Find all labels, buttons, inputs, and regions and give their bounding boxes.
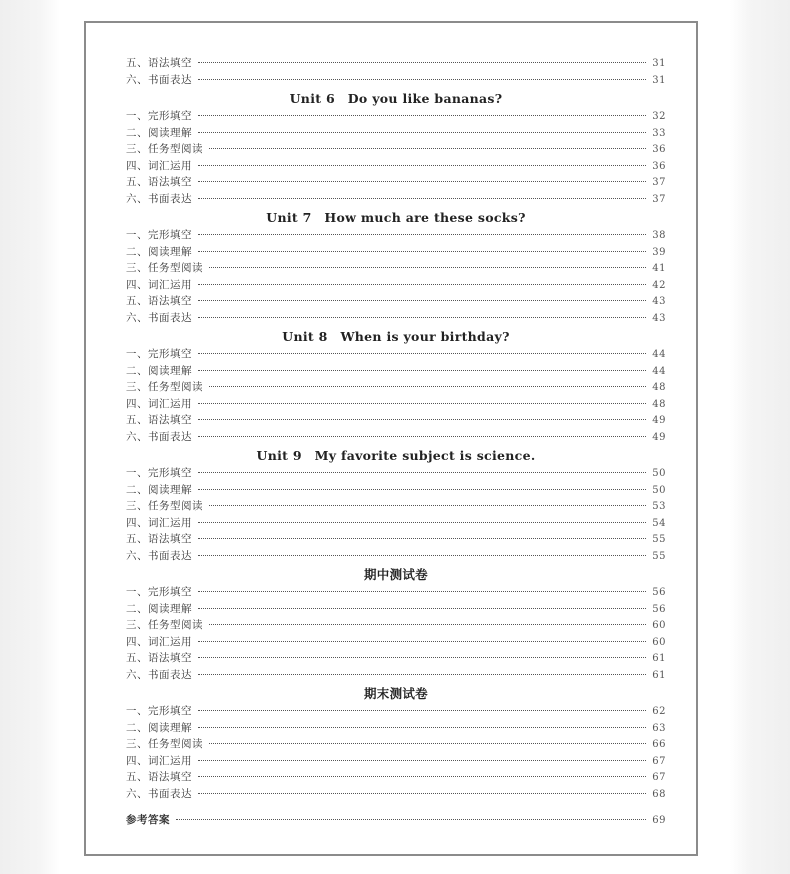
leader-dots (198, 370, 646, 371)
toc-entry-label: 二、阅读理解 (126, 126, 192, 139)
toc-entry-label: 一、完形填空 (126, 348, 192, 360)
toc-entry[interactable] (126, 667, 666, 684)
toc-entry-label: 二、阅读理解 (126, 483, 192, 496)
toc-page-number: 38 (652, 230, 666, 241)
section-title: 期中测试卷 (363, 567, 428, 582)
toc-entry-label: 四、词汇运用 (126, 516, 192, 529)
leader-dots (198, 522, 646, 523)
toc-entry[interactable] (126, 515, 666, 532)
toc-page-number: 31 (652, 58, 666, 69)
leader-dots (198, 181, 646, 182)
toc-entry-label: 三、任务型阅读 (126, 500, 203, 512)
leader-dots (198, 234, 646, 235)
toc-page-number: 66 (652, 739, 666, 750)
toc-page-number: 39 (652, 246, 666, 258)
toc-entry[interactable] (126, 244, 666, 261)
document-page (84, 21, 698, 856)
toc-entry[interactable] (126, 650, 666, 667)
toc-entry-label: 三、任务型阅读 (126, 381, 203, 393)
toc-page-number: 49 (652, 431, 666, 443)
toc-entry[interactable] (126, 310, 666, 327)
toc-entry-label: 五、语法填空 (126, 414, 192, 426)
toc-page-number: 61 (652, 653, 666, 664)
leader-dots (198, 403, 646, 404)
toc-entry[interactable] (126, 601, 666, 618)
toc-entry[interactable] (126, 72, 666, 89)
toc-page-number: 33 (652, 127, 666, 139)
leader-dots (198, 165, 646, 166)
toc-entry-label: 三、任务型阅读 (126, 143, 203, 155)
leader-dots (209, 743, 646, 744)
toc-page-number: 41 (652, 263, 666, 274)
leader-dots (198, 657, 646, 658)
toc-entry[interactable] (126, 158, 666, 175)
toc-page-number: 54 (652, 517, 666, 529)
toc-entry[interactable] (126, 260, 666, 277)
toc-entry[interactable] (126, 429, 666, 446)
toc-page-number: 44 (652, 349, 666, 360)
leader-dots (198, 760, 646, 761)
toc-page-number: 36 (652, 144, 666, 155)
toc-page-number: 56 (652, 587, 666, 598)
toc-entry-label: 四、词汇运用 (126, 397, 192, 410)
leader-dots (198, 62, 646, 63)
toc-entry[interactable] (126, 379, 666, 396)
toc-entry[interactable] (126, 482, 666, 499)
leader-dots (198, 198, 646, 199)
toc-entry[interactable] (126, 108, 666, 125)
toc-entry[interactable] (126, 412, 666, 429)
toc-entry-label: 三、任务型阅读 (126, 738, 203, 750)
leader-dots (198, 555, 646, 556)
toc-page-number: 60 (652, 620, 666, 631)
toc-page-number: 63 (652, 722, 666, 734)
toc-page-number: 61 (652, 669, 666, 681)
toc-entry[interactable] (126, 191, 666, 208)
leader-dots (198, 591, 646, 592)
section-title: Unit 6 Do you like bananas? (289, 91, 503, 106)
leader-dots (198, 641, 646, 642)
toc-entry-label: 一、完形填空 (126, 229, 192, 241)
toc-entry[interactable] (126, 465, 666, 482)
toc-entry[interactable] (126, 531, 666, 548)
toc-page-number: 50 (652, 484, 666, 496)
toc-entry-label: 二、阅读理解 (126, 721, 192, 734)
toc-entry-label: 五、语法填空 (126, 652, 192, 664)
toc-entry[interactable] (126, 396, 666, 413)
leader-dots (198, 776, 646, 777)
toc-entry-label: 六、书面表达 (126, 549, 192, 562)
leader-dots (198, 608, 646, 609)
toc-entry[interactable] (126, 498, 666, 515)
leader-dots (198, 353, 646, 354)
leader-dots (209, 267, 646, 268)
toc-entry-label: 二、阅读理解 (126, 364, 192, 377)
leader-dots (198, 132, 646, 133)
toc-entry[interactable] (126, 753, 666, 770)
toc-page-number: 37 (652, 177, 666, 188)
toc-page-number: 67 (652, 755, 666, 767)
toc-entry[interactable] (126, 174, 666, 191)
toc-entry-label: 六、书面表达 (126, 430, 192, 443)
toc-page-number: 32 (652, 111, 666, 122)
leader-dots (198, 538, 646, 539)
toc-page-number: 31 (652, 74, 666, 86)
section-title: Unit 7 How much are these socks? (266, 210, 526, 225)
toc-entry[interactable] (126, 293, 666, 310)
table-of-contents (126, 55, 666, 802)
toc-entry-label: 五、语法填空 (126, 771, 192, 783)
toc-page-number: 37 (652, 193, 666, 205)
toc-page-number: 60 (652, 636, 666, 648)
toc-entry[interactable] (126, 736, 666, 753)
toc-entry-label: 四、词汇运用 (126, 159, 192, 172)
toc-entry[interactable] (126, 634, 666, 651)
section-title: Unit 9 My favorite subject is science. (256, 448, 536, 463)
toc-page-number: 43 (652, 296, 666, 307)
answers-section (126, 795, 666, 829)
toc-entry-label: 五、语法填空 (126, 57, 192, 69)
toc-page-number: 36 (652, 160, 666, 172)
toc-entry-label: 六、书面表达 (126, 668, 192, 681)
toc-entry[interactable] (126, 769, 666, 786)
toc-entry-label: 二、阅读理解 (126, 602, 192, 615)
toc-page-number: 48 (652, 398, 666, 410)
toc-entry[interactable] (126, 346, 666, 363)
toc-entry-label: 四、词汇运用 (126, 635, 192, 648)
toc-entry-label: 三、任务型阅读 (126, 619, 203, 631)
toc-entry-label: 一、完形填空 (126, 705, 192, 717)
leader-dots (198, 727, 646, 728)
toc-page-number: 67 (652, 772, 666, 783)
toc-page-number: 55 (652, 534, 666, 545)
toc-entry-label: 一、完形填空 (126, 586, 192, 598)
toc-entry-label: 一、完形填空 (126, 110, 192, 122)
toc-entry-label: 一、完形填空 (126, 467, 192, 479)
leader-dots (209, 624, 646, 625)
answers-entry[interactable] (126, 812, 666, 829)
leader-dots (198, 419, 646, 420)
answers-page-number: 69 (652, 814, 666, 826)
leader-dots (198, 674, 646, 675)
toc-page-number: 68 (652, 788, 666, 800)
leader-dots (198, 436, 646, 437)
toc-entry[interactable] (126, 227, 666, 244)
toc-page-number: 56 (652, 603, 666, 615)
toc-entry-label: 二、阅读理解 (126, 245, 192, 258)
toc-page-number: 50 (652, 468, 666, 479)
toc-entry[interactable] (126, 363, 666, 380)
toc-page-number: 44 (652, 365, 666, 377)
leader-dots (198, 793, 646, 794)
toc-page-number: 62 (652, 706, 666, 717)
toc-page-number: 49 (652, 415, 666, 426)
toc-entry[interactable] (126, 277, 666, 294)
toc-page-number: 53 (652, 501, 666, 512)
section-title: Unit 8 When is your birthday? (282, 329, 510, 344)
toc-page-number: 55 (652, 550, 666, 562)
toc-entry-label: 六、书面表达 (126, 192, 192, 205)
toc-entry-label: 六、书面表达 (126, 73, 192, 86)
leader-dots (198, 489, 646, 490)
leader-dots (209, 148, 646, 149)
leader-dots (198, 710, 646, 711)
toc-page-number: 43 (652, 312, 666, 324)
leader-dots (198, 251, 646, 252)
leader-dots (209, 386, 646, 387)
toc-entry[interactable] (126, 548, 666, 565)
toc-page-number: 42 (652, 279, 666, 291)
section-title: 期末测试卷 (363, 686, 428, 701)
toc-entry-label: 五、语法填空 (126, 295, 192, 307)
toc-entry-label: 五、语法填空 (126, 176, 192, 188)
leader-dots (198, 317, 646, 318)
leader-dots (198, 284, 646, 285)
leader-dots (176, 819, 646, 820)
toc-entry-label: 六、书面表达 (126, 787, 192, 800)
toc-entry[interactable] (126, 720, 666, 737)
toc-entry[interactable] (126, 125, 666, 142)
toc-entry-label: 三、任务型阅读 (126, 262, 203, 274)
leader-dots (198, 472, 646, 473)
toc-entry-label: 四、词汇运用 (126, 754, 192, 767)
leader-dots (209, 505, 646, 506)
answers-label: 参考答案 (126, 813, 170, 826)
toc-entry[interactable] (126, 141, 666, 158)
leader-dots (198, 115, 646, 116)
toc-page-number: 48 (652, 382, 666, 393)
toc-entry-label: 四、词汇运用 (126, 278, 192, 291)
toc-entry-label: 五、语法填空 (126, 533, 192, 545)
leader-dots (198, 300, 646, 301)
leader-dots (198, 79, 646, 80)
toc-entry[interactable] (126, 584, 666, 601)
toc-entry[interactable] (126, 703, 666, 720)
toc-entry[interactable] (126, 55, 666, 72)
toc-entry[interactable] (126, 617, 666, 634)
toc-entry-label: 六、书面表达 (126, 311, 192, 324)
